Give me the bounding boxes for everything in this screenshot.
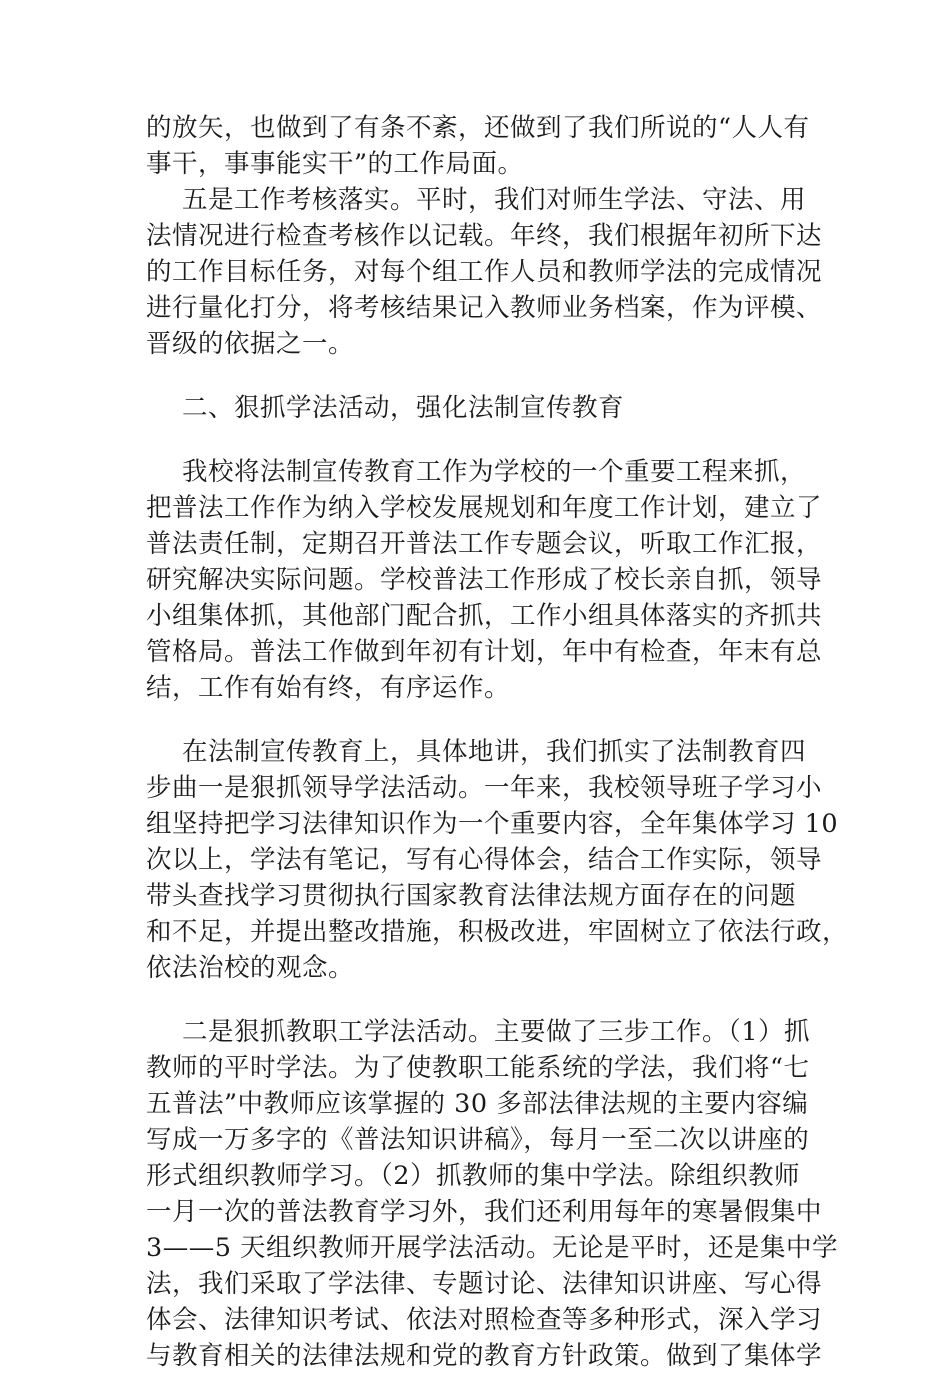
text-line: 体会、法律知识考试、依法对照检查等多种形式，深入学习 xyxy=(146,1305,823,1335)
text-line: 次以上，学法有笔记，写有心得体会，结合工作实际，领导 xyxy=(146,845,823,875)
text-line: 把普法工作作为纳入学校发展规划和年度工作计划，建立了 xyxy=(146,493,823,523)
section-heading: 二、狠抓学法活动，强化法制宣传教育 xyxy=(182,393,625,423)
text-line: 一月一次的普法教育学习外，我们还利用每年的寒暑假集中 xyxy=(146,1197,823,1227)
text-line: 步曲一是狠抓领导学法活动。一年来，我校领导班子学习小 xyxy=(146,773,823,803)
text-line: 五普法”中教师应该掌握的 30 多部法律法规的主要内容编 xyxy=(146,1089,809,1119)
text-line: 结，工作有始有终，有序运作。 xyxy=(146,673,511,703)
paragraph-start-line: 五是工作考核落实。平时，我们对师生学法、守法、用 xyxy=(182,185,807,215)
text-line: 和不足，并提出整改措施，积极改进，牢固树立了依法行政， xyxy=(146,917,849,947)
text-line: 依法治校的观念。 xyxy=(146,953,355,983)
text-line: 形式组织教师学习。（2）抓教师的集中学法。除组织教师 xyxy=(146,1161,800,1191)
paragraph-start-line: 二是狠抓教职工学法活动。主要做了三步工作。（1）抓 xyxy=(182,1017,810,1047)
text-line: 与教育相关的法律法规和党的教育方针政策。做到了集体学 xyxy=(146,1341,823,1371)
text-line: 进行量化打分，将考核结果记入教师业务档案，作为评模、 xyxy=(146,293,823,323)
text-line: 小组集体抓，其他部门配合抓，工作小组具体落实的齐抓共 xyxy=(146,601,823,631)
paragraph-start-line: 我校将法制宣传教育工作为学校的一个重要工程来抓， xyxy=(182,457,807,487)
text-line: 研究解决实际问题。学校普法工作形成了校长亲自抓，领导 xyxy=(146,565,823,595)
text-line: 的放矢，也做到了有条不紊，还做到了我们所说的“人人有 xyxy=(146,113,810,143)
text-line: 写成一万多字的《普法知识讲稿》，每月一至二次以讲座的 xyxy=(146,1125,810,1155)
text-line: 教师的平时学法。为了使教职工能系统的学法，我们将“七 xyxy=(146,1053,810,1083)
text-line: 普法责任制，定期召开普法工作专题会议，听取工作汇报， xyxy=(146,529,823,559)
text-line: 晋级的依据之一。 xyxy=(146,329,355,359)
text-line: 法情况进行检查考核作以记载。年终，我们根据年初所下达 xyxy=(146,221,823,251)
text-line: 事干，事事能实干”的工作局面。 xyxy=(146,149,524,179)
text-line: 组坚持把学习法律知识作为一个重要内容，全年集体学习 10 xyxy=(146,809,839,839)
text-line: 的工作目标任务，对每个组工作人员和教师学法的完成情况 xyxy=(146,257,823,287)
text-line: 带头查找学习贯彻执行国家教育法律法规方面存在的问题 xyxy=(146,881,797,911)
paragraph-start-line: 在法制宣传教育上，具体地讲，我们抓实了法制教育四 xyxy=(182,737,807,767)
text-line: 管格局。普法工作做到年初有计划，年中有检查，年末有总 xyxy=(146,637,823,667)
text-line: 法，我们采取了学法律、专题讨论、法律知识讲座、写心得 xyxy=(146,1269,823,1299)
text-line: 3——5 天组织教师开展学法活动。无论是平时，还是集中学 xyxy=(146,1233,839,1263)
